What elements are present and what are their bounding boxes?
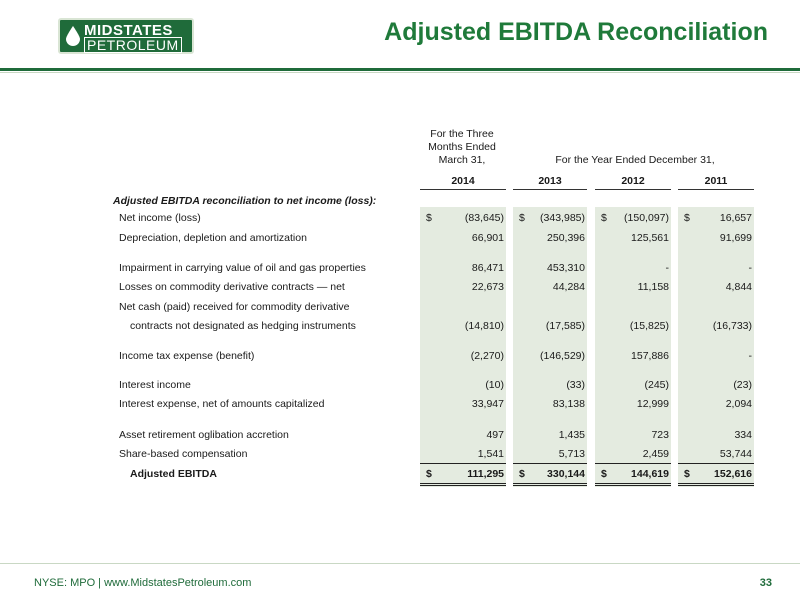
table-cell: (10) bbox=[485, 379, 504, 391]
table-cell: 157,886 bbox=[631, 350, 669, 362]
table-cell: - bbox=[748, 262, 752, 274]
table-cell: (146,529) bbox=[540, 350, 585, 362]
currency-symbol: $ bbox=[519, 212, 525, 224]
oil-drop-icon bbox=[66, 26, 80, 46]
table-cell: 497 bbox=[486, 429, 504, 441]
table-cell: 5,713 bbox=[558, 448, 585, 460]
table-cell: 1,541 bbox=[477, 448, 504, 460]
row-label-interest-income: Interest income bbox=[119, 379, 191, 391]
column-shade bbox=[678, 207, 754, 487]
table-cell: (14,810) bbox=[464, 320, 504, 332]
table-cell: 250,396 bbox=[547, 232, 585, 244]
column-shade bbox=[513, 207, 587, 487]
table-cell: 125,561 bbox=[631, 232, 669, 244]
year-2014: 2014 bbox=[451, 175, 475, 187]
subtotal-rule bbox=[595, 463, 671, 464]
table-cell: 86,471 bbox=[471, 262, 504, 274]
total-double-rule bbox=[513, 483, 587, 486]
table-cell: 66,901 bbox=[471, 232, 504, 244]
currency-symbol: $ bbox=[426, 468, 432, 480]
table-cell: 2,094 bbox=[725, 398, 752, 410]
table-cell: 44,284 bbox=[552, 281, 585, 293]
total-double-rule bbox=[420, 483, 506, 486]
currency-symbol: $ bbox=[684, 468, 690, 480]
currency-symbol: $ bbox=[601, 212, 607, 224]
subtotal-rule bbox=[420, 463, 506, 464]
subtotal-rule bbox=[678, 463, 754, 464]
currency-symbol: $ bbox=[519, 468, 525, 480]
table-cell: (23) bbox=[733, 379, 752, 391]
page-title: Adjusted EBITDA Reconciliation bbox=[384, 18, 768, 46]
table-cell: 334 bbox=[734, 429, 752, 441]
year-underline bbox=[678, 189, 754, 190]
table-cell: 83,138 bbox=[552, 398, 585, 410]
currency-symbol: $ bbox=[426, 212, 432, 224]
table-cell: 33,947 bbox=[471, 398, 504, 410]
year-2013: 2013 bbox=[538, 175, 562, 187]
table-cell: (83,645) bbox=[464, 212, 504, 224]
table-cell: (33) bbox=[566, 379, 585, 391]
table-cell: - bbox=[748, 350, 752, 362]
year-underline bbox=[513, 189, 587, 190]
table-cell-total: 111,295 bbox=[467, 468, 504, 480]
table-cell: (245) bbox=[644, 379, 669, 391]
table-cell: 16,657 bbox=[719, 212, 752, 224]
table-cell: 2,459 bbox=[642, 448, 669, 460]
table-cell: 11,158 bbox=[637, 281, 669, 293]
table-cell: 723 bbox=[651, 429, 669, 441]
table-cell: - bbox=[665, 262, 669, 274]
row-label-net-cash-cont: contracts not designated as hedging instruments bbox=[130, 320, 356, 332]
midstates-logo bbox=[58, 18, 194, 54]
page-number: 33 bbox=[759, 577, 772, 589]
table-cell: (16,733) bbox=[712, 320, 752, 332]
table-cell: 1,435 bbox=[558, 429, 585, 441]
table-cell: 22,673 bbox=[471, 281, 504, 293]
quarter-column-header bbox=[412, 128, 512, 167]
column-shade bbox=[420, 207, 506, 487]
footer-rule bbox=[0, 563, 800, 564]
table-cell: 53,744 bbox=[719, 448, 752, 460]
total-double-rule bbox=[678, 483, 754, 486]
row-label-adjusted-ebitda: Adjusted EBITDA bbox=[130, 468, 217, 480]
table-cell: 12,999 bbox=[636, 398, 669, 410]
row-label-interest-expense: Interest expense, net of amounts capitalized bbox=[119, 398, 325, 410]
logo-word-1: MIDSTATES bbox=[84, 22, 173, 39]
row-label-share-based-comp: Share-based compensation bbox=[119, 448, 248, 460]
logo-word-2: PETROLEUM bbox=[84, 37, 182, 53]
year-underline bbox=[595, 189, 671, 190]
table-cell: 91,699 bbox=[719, 232, 752, 244]
table-cell: (2,270) bbox=[470, 350, 504, 362]
table-cell: (17,585) bbox=[545, 320, 585, 332]
table-cell-total: 330,144 bbox=[547, 468, 585, 480]
row-label-derivative-losses: Losses on commodity derivative contracts — net bbox=[119, 281, 345, 293]
row-label-net-cash: Net cash (paid) received for commodity derivative bbox=[119, 301, 350, 313]
quarter-header-line-1: For the Three bbox=[430, 128, 494, 140]
section-title: Adjusted EBITDA reconciliation to net income (loss): bbox=[113, 195, 377, 207]
row-label-dda: Depreciation, depletion and amortization bbox=[119, 232, 307, 244]
table-cell: (150,097) bbox=[624, 212, 669, 224]
row-label-net-income: Net income (loss) bbox=[119, 212, 201, 224]
year-column-header: For the Year Ended December 31, bbox=[555, 154, 715, 166]
quarter-header-line-2: Months Ended bbox=[428, 141, 496, 153]
header-rule bbox=[0, 68, 800, 71]
year-2012: 2012 bbox=[621, 175, 645, 187]
table-cell: 453,310 bbox=[547, 262, 585, 274]
subtotal-rule bbox=[513, 463, 587, 464]
table-cell-total: 152,616 bbox=[714, 468, 752, 480]
header-rule-thin bbox=[0, 72, 800, 73]
footer-text: NYSE: MPO | www.MidstatesPetroleum.com bbox=[34, 577, 252, 589]
year-2011: 2011 bbox=[704, 175, 728, 187]
column-shade bbox=[595, 207, 671, 487]
year-underline bbox=[420, 189, 506, 190]
row-label-aro-accretion: Asset retirement oglibation accretion bbox=[119, 429, 289, 441]
currency-symbol: $ bbox=[601, 468, 607, 480]
total-double-rule bbox=[595, 483, 671, 486]
currency-symbol: $ bbox=[684, 212, 690, 224]
row-label-income-tax: Income tax expense (benefit) bbox=[119, 350, 255, 362]
slide-header bbox=[0, 0, 800, 70]
table-cell: 4,844 bbox=[725, 281, 752, 293]
quarter-header-line-3: March 31, bbox=[438, 154, 486, 166]
row-label-impairment: Impairment in carrying value of oil and gas properties bbox=[119, 262, 366, 274]
table-cell: (343,985) bbox=[540, 212, 585, 224]
table-cell: (15,825) bbox=[629, 320, 669, 332]
table-cell-total: 144,619 bbox=[631, 468, 669, 480]
